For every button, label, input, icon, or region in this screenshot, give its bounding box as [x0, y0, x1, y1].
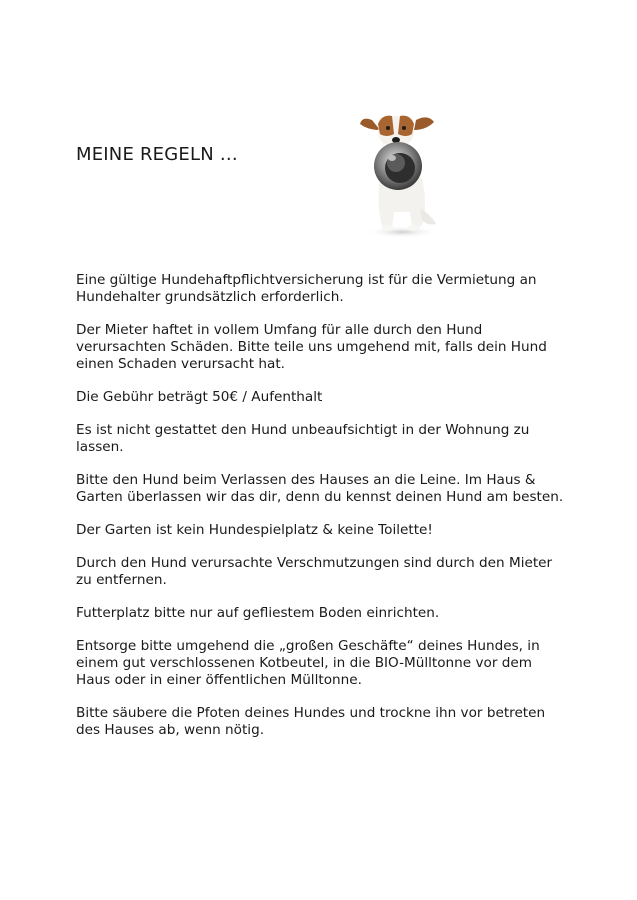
rule-insurance: Eine gültige Hundehaftpflichtversicherung ist für die Vermietung an Hundehalter grundsätzlich erforderlich. — [76, 272, 537, 305]
rule-dirt: Durch den Hund verursachte Verschmutzungen sind durch den Mieter zu entfernen. — [76, 555, 553, 588]
rule-leash: Bitte den Hund beim Verlassen des Hauses an die Leine. Im Haus & Garten überlassen wir das dir, denn du kennst deinen Hund am besten. — [76, 472, 564, 505]
rule-liability: Der Mieter haftet in vollem Umfang für alle durch den Hund verursachten Schäden. Bitte teile uns umgehend mit, falls dein Hund einen Schaden verursacht hat. — [76, 322, 547, 372]
rule-garden: Der Garten ist kein Hundespielplatz & keine Toilette! — [76, 522, 433, 538]
rule-waste-disposal: Entsorge bitte umgehend die „großen Geschäfte“ deines Hundes, in einem gut verschlossenen Kotbeutel, in die BIO-Mülltonne vor dem Haus oder in einer öffentlichen Mülltonne. — [76, 638, 540, 688]
rule-paws: Bitte säubere die Pfoten deines Hundes und trockne ihn vor betreten des Hauses ab, wenn nötig. — [76, 705, 546, 738]
rules-list — [76, 272, 566, 755]
rule-feeding-place: Futterplatz bitte nur auf gefliestem Boden einrichten. — [76, 605, 440, 621]
dog-with-bowl-icon — [358, 108, 442, 238]
rule-fee: Die Gebühr beträgt 50€ / Aufenthalt — [76, 389, 323, 405]
rule-unattended: Es ist nicht gestattet den Hund unbeaufsichtigt in der Wohnung zu lassen. — [76, 422, 530, 455]
page-title: MEINE REGELN … — [76, 144, 238, 165]
